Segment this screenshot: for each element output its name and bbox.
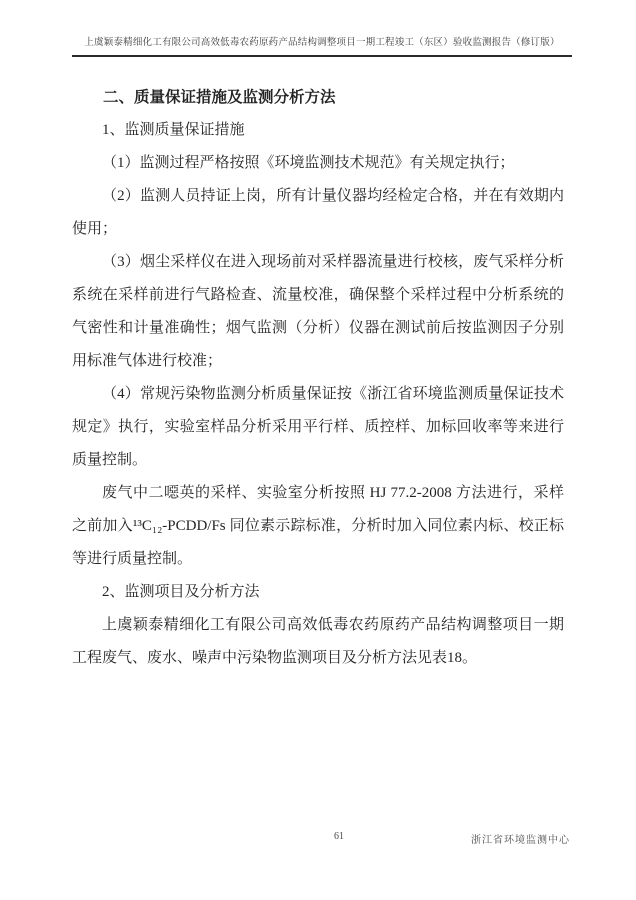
page-number: 61 xyxy=(334,831,344,842)
paragraph-qa-3: （3）烟尘采样仪在进入现场前对采样器流量进行校核，废气采样分析系统在采样前进行气路检查、流量校准，确保整个采样过程中分析系统的气密性和计量准确性；烟气监测（分析）仪器在测试前后按监测因子分别用标准气体进行校准； xyxy=(72,254,564,369)
running-head: 上虞颖泰精细化工有限公司高效低毒农药原药产品结构调整项目一期工程竣工（东区）验收监测报告（修订版） xyxy=(72,37,572,57)
paragraph-qa-2: （2）监测人员持证上岗，所有计量仪器均经检定合格，并在有效期内使用； xyxy=(72,188,564,237)
paragraph-dioxin: 废气中二噁英的采样、实验室分析按照 HJ 77.2-2008 方法进行，采样之前加入¹³C₁₂-PCDD/Fs 同位素示踪标准，分析时加入同位素内标、校正标等进行质量控制。 xyxy=(72,485,564,567)
paragraph-qa-1: （1）监测过程严格按照《环境监测技术规范》有关规定执行； xyxy=(102,155,515,171)
paragraph-qa-4: （4）常规污染物监测分析质量保证按《浙江省环境监测质量保证技术规定》执行，实验室样品分析采用平行样、质控样、加标回收率等来进行质量控制。 xyxy=(72,386,564,468)
subsection-title-2: 2、监测项目及分析方法 xyxy=(102,584,260,600)
section-title: 二、质量保证措施及监测分析方法 xyxy=(103,89,336,106)
page-footer xyxy=(72,831,572,847)
page-body xyxy=(72,81,564,675)
subsection-title-1: 1、监测质量保证措施 xyxy=(102,122,245,138)
paragraph-closing: 上虞颖泰精细化工有限公司高效低毒农药原药产品结构调整项目一期工程废气、废水、噪声中污染物监测项目及分析方法见表18。 xyxy=(72,617,564,666)
footer-organization: 浙江省环境监测中心 xyxy=(471,835,570,846)
